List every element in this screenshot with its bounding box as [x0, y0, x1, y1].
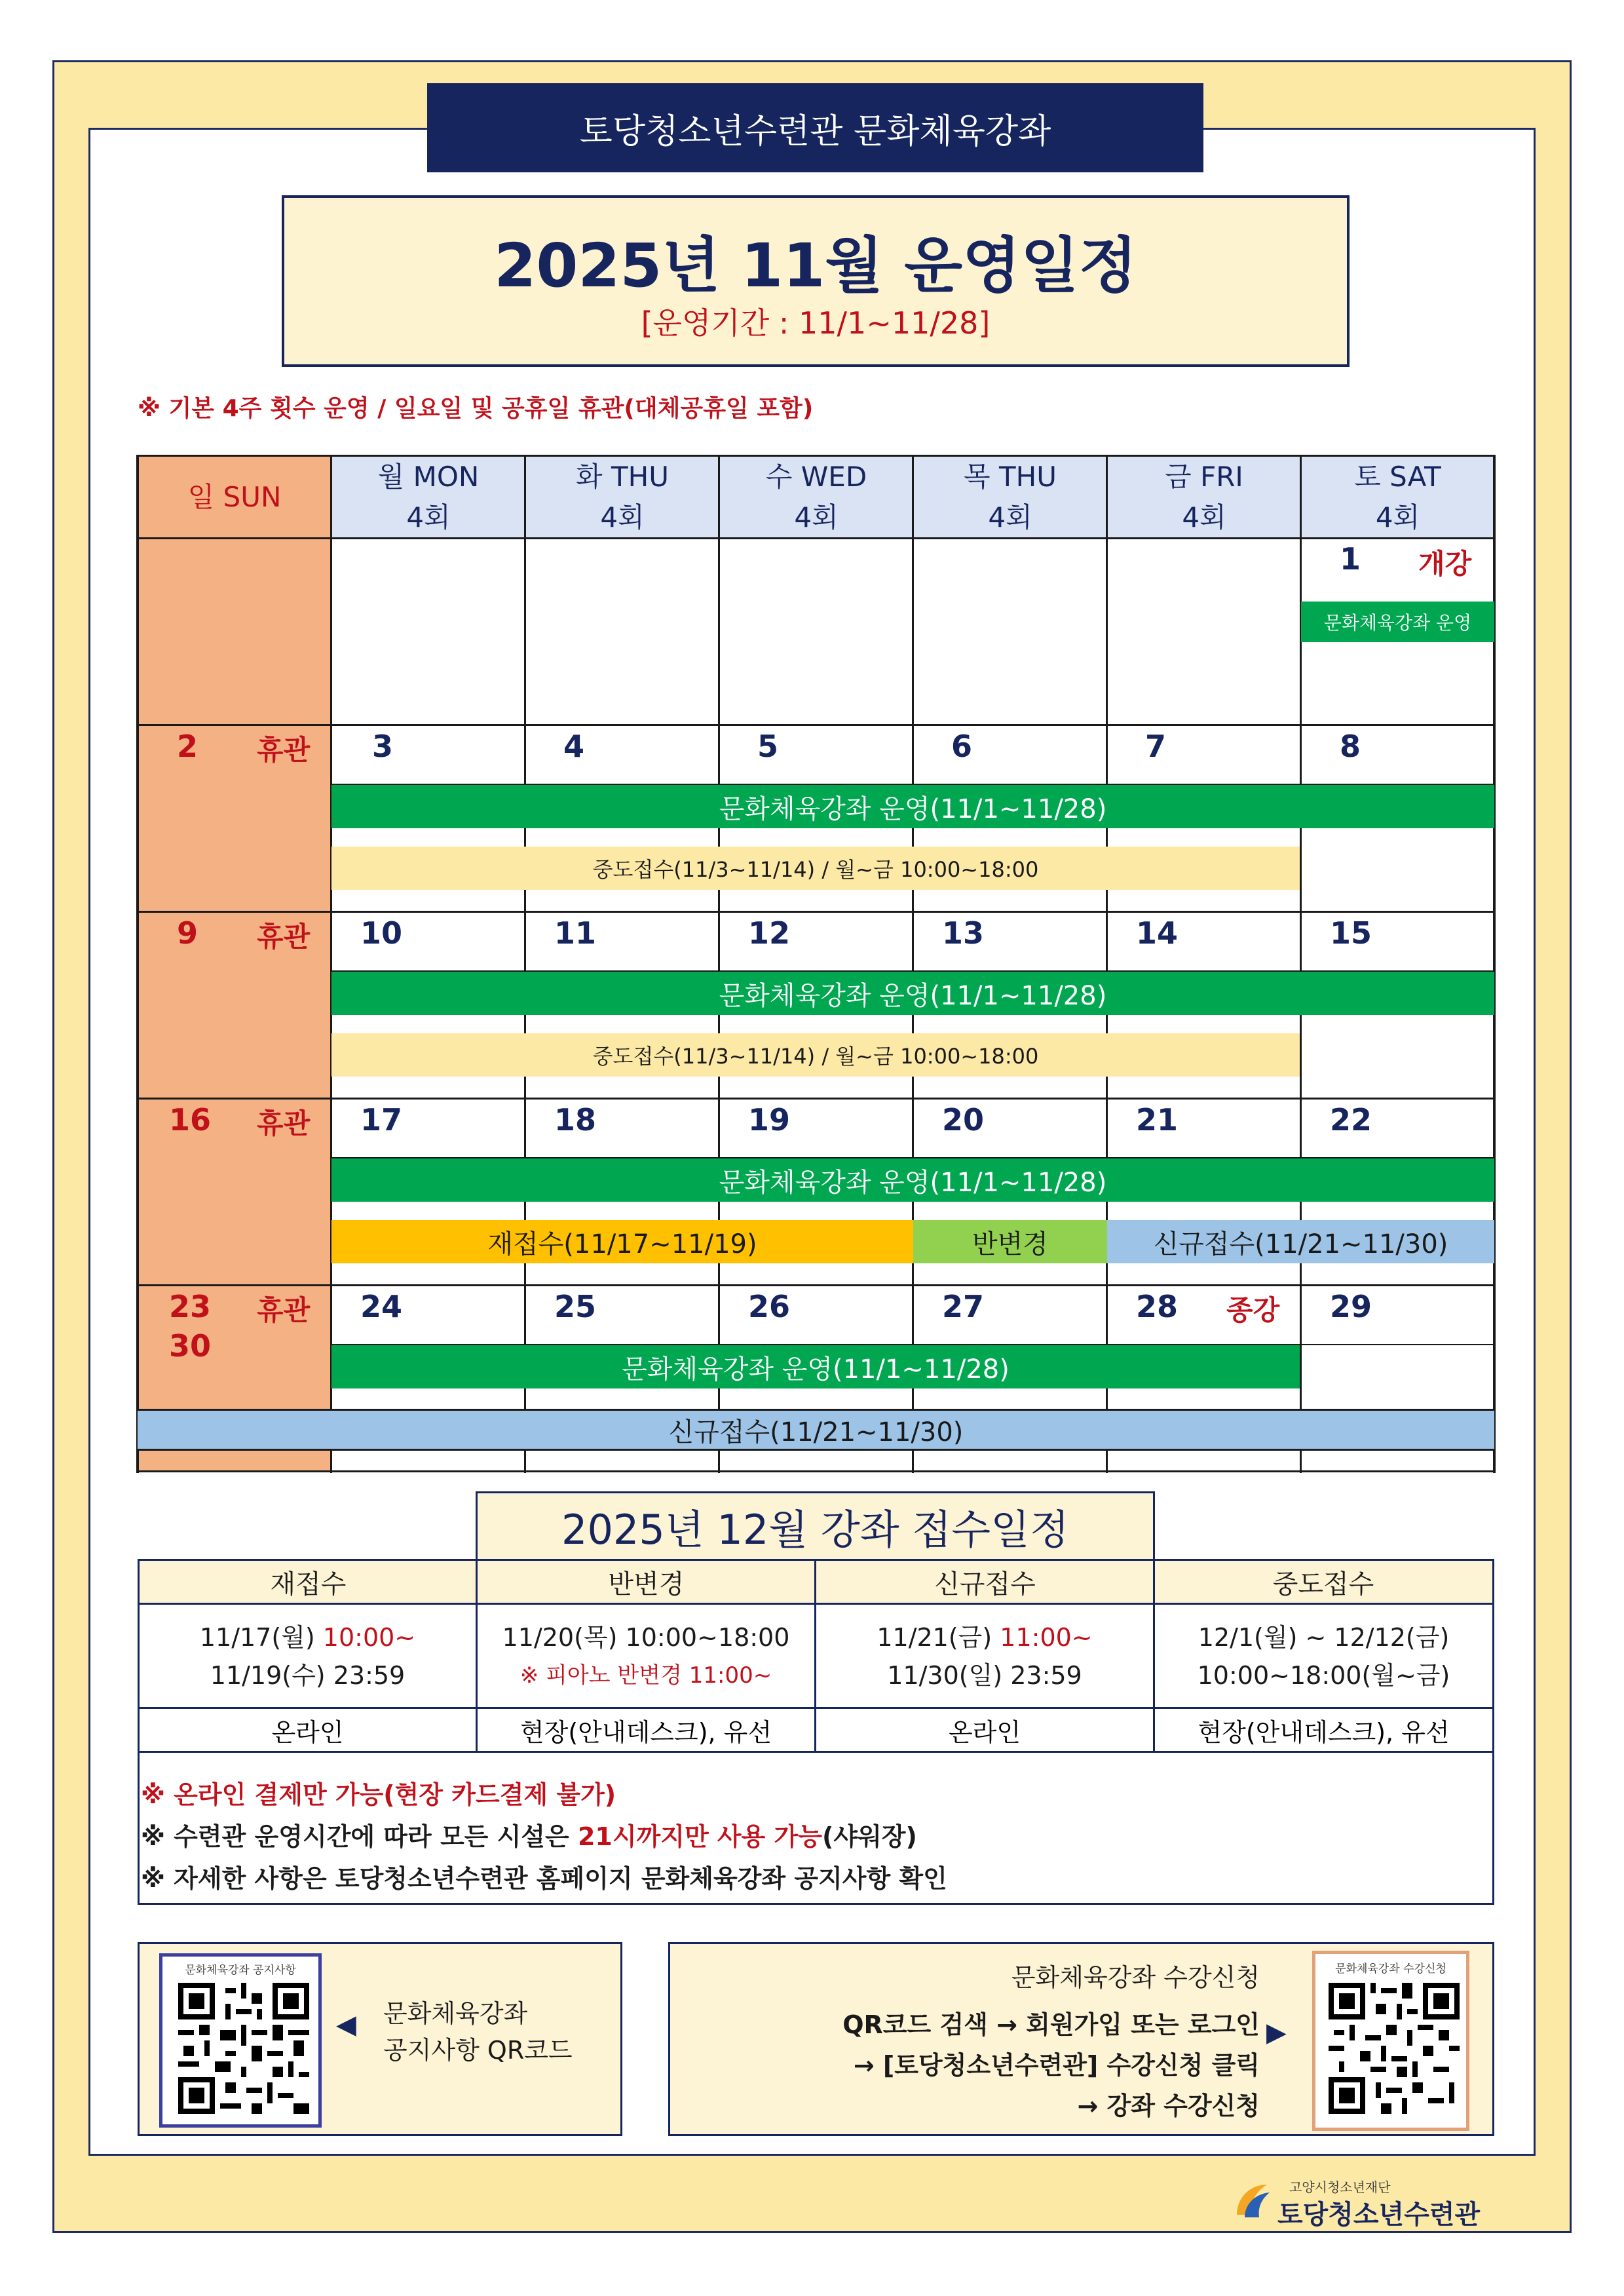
day-number: 1	[1340, 541, 1361, 577]
note-facility	[141, 1816, 917, 1852]
weekday-name: 수 WED	[765, 460, 867, 493]
december-title: 2025년 12월 강좌 접수일정	[476, 1491, 1155, 1559]
mid-registration-bar: 중도접수(11/3~11/14) / 월~금 10:00~18:00	[331, 847, 1300, 890]
day-number: 6	[951, 729, 973, 764]
register-heading: 문화체육강좌 수강신청	[1011, 1963, 1260, 1992]
time-line: 10:00~18:00(월~금)	[1197, 1661, 1450, 1690]
note-highlight: 21시까지만 사용 가능	[577, 1822, 822, 1851]
time-line: 11/19(수) 23:59	[210, 1661, 406, 1690]
day-number: 25	[554, 1289, 597, 1324]
note-text: ※ 수련관 운영시간에 따라 모든 시설은	[141, 1822, 578, 1851]
grid-line	[136, 1098, 1496, 1100]
time-cell	[816, 1618, 1153, 1694]
day-number: 19	[748, 1102, 791, 1138]
weekday-name: 화 THU	[576, 460, 669, 493]
weekday-count: 4회	[988, 501, 1032, 533]
day-number: 4	[563, 729, 585, 764]
weekday-count: 4회	[1375, 501, 1420, 533]
header-tue	[525, 456, 719, 538]
day-number: 11	[554, 915, 597, 951]
closed-label: 휴관	[257, 1294, 311, 1326]
grid-line	[1106, 455, 1108, 1473]
table-head: 반변경	[477, 1561, 816, 1603]
weekday-name: 목 THU	[964, 460, 1057, 493]
closed-label: 휴관	[257, 734, 311, 766]
run-bar: 문화체육강좌 운영(11/1~11/28)	[331, 1158, 1494, 1202]
header-sun	[138, 456, 331, 538]
header-fri	[1107, 456, 1301, 538]
table-line	[140, 1751, 1492, 1753]
weekday-count: 4회	[406, 501, 451, 533]
time-start: 10:00~	[322, 1623, 416, 1652]
day-number: 17	[360, 1102, 403, 1138]
weekday-count: 4회	[794, 501, 839, 533]
weekday-name: 금 FRI	[1165, 460, 1243, 493]
register-step: → [토당청소년수련관] 수강신청 클릭	[853, 2051, 1260, 2080]
day-number: 12	[748, 915, 791, 951]
header-sat	[1301, 456, 1494, 538]
closed-label: 휴관	[257, 921, 311, 953]
method-cell: 온라인	[271, 1717, 344, 1747]
grid-line	[330, 455, 332, 1473]
day-number: 8	[1340, 729, 1361, 764]
day-number: 3	[372, 729, 394, 764]
day-number: 20	[942, 1102, 985, 1138]
time-cell	[140, 1618, 476, 1694]
qr-label-line: 공지사항 QR코드	[383, 2036, 573, 2065]
weekday-name: 월 MON	[377, 460, 480, 493]
weekday-name: 토 SAT	[1354, 460, 1441, 493]
qr-notice-box	[138, 1942, 622, 2136]
qr-label-line: 문화체육강좌	[383, 1999, 528, 2028]
time-line: 12/1(월) ~ 12/12(금)	[1198, 1623, 1450, 1652]
time-line: 11/30(일) 23:59	[887, 1661, 1082, 1690]
grid-line	[136, 911, 1496, 913]
time-line: 11/20(목) 10:00~18:00	[502, 1623, 790, 1652]
re-registration-bar: 재접수(11/17~11/19)	[331, 1220, 913, 1263]
day-number: 13	[942, 915, 985, 951]
day-number: 14	[1136, 915, 1179, 951]
new-registration-bar: 신규접수(11/21~11/30)	[138, 1409, 1494, 1451]
qr-frame	[1312, 1951, 1469, 2131]
weekday-count: 4회	[1182, 501, 1226, 533]
logo	[1230, 2174, 1505, 2230]
arrow-right-icon: ▶	[1266, 2018, 1287, 2048]
table-head: 재접수	[140, 1561, 477, 1603]
run-bar: 문화체육강좌 운영(11/1~11/28)	[331, 972, 1494, 1015]
register-step: QR코드 검색 → 회원가입 또는 로그인	[842, 2010, 1260, 2039]
day-number: 9	[177, 915, 198, 951]
class-change-bar: 반변경	[913, 1220, 1107, 1263]
new-registration-bar: 신규접수(11/21~11/30)	[1107, 1220, 1494, 1263]
day-number: 30	[169, 1328, 212, 1364]
method-cell: 현장(안내데스크), 유선	[519, 1717, 772, 1747]
time-text: 11/17(월)	[199, 1623, 323, 1652]
qr-code-icon	[178, 1983, 309, 2114]
header-sun-label: 일 SUN	[187, 480, 282, 513]
page-title: 2025년 11월 운영일정	[494, 231, 1137, 301]
operating-period: [운영기간 : 11/1~11/28]	[641, 305, 991, 341]
time-line	[816, 1618, 1153, 1656]
time-cell	[1155, 1618, 1492, 1694]
open-label: 개강	[1418, 548, 1472, 580]
banner: 토당청소년수련관 문화체육강좌	[427, 83, 1203, 172]
run-bar: 문화체육강좌 운영(11/1~11/28)	[331, 1345, 1300, 1388]
qr-caption: 문화체육강좌 공지사항	[185, 1964, 296, 1977]
grid-line	[136, 455, 139, 1473]
day-number: 22	[1330, 1102, 1372, 1138]
end-label: 종강	[1226, 1294, 1280, 1326]
grid-line	[524, 455, 526, 1473]
day-number: 15	[1330, 915, 1372, 951]
qr-notice-label	[383, 1995, 573, 2069]
run-bar: 문화체육강좌 운영(11/1~11/28)	[331, 785, 1494, 828]
method-cell: 현장(안내데스크), 유선	[1198, 1717, 1450, 1747]
header-wed	[719, 456, 913, 538]
run-bar: 문화체육강좌 운영	[1301, 602, 1494, 642]
register-step: → 강좌 수강신청	[1077, 2092, 1260, 2120]
piano-note: ※ 피아노 반변경 11:00~	[519, 1662, 772, 1689]
grid-line	[136, 1470, 1496, 1472]
notice: ※ 기본 4주 횟수 운영 / 일요일 및 공휴일 휴관(대체공휴일 포함)	[138, 395, 814, 422]
header-mon	[331, 456, 525, 538]
header-thu	[913, 456, 1107, 538]
closed-label: 휴관	[257, 1107, 311, 1139]
time-cell	[478, 1618, 814, 1694]
logo-emblem-icon	[1230, 2178, 1274, 2221]
grid-line	[136, 1284, 1496, 1286]
grid-line	[912, 455, 914, 1473]
logo-org: 고양시청소년재단	[1289, 2179, 1391, 2195]
register-steps	[768, 2004, 1260, 2126]
day-number: 28	[1136, 1289, 1179, 1324]
table-head: 중도접수	[1154, 1561, 1492, 1603]
logo-name: 토당청소년수련관	[1277, 2200, 1481, 2230]
note-homepage: ※ 자세한 사항은 토당청소년수련관 홈페이지 문화체육강좌 공지사항 확인	[141, 1864, 947, 1893]
day-number: 18	[554, 1102, 597, 1138]
qr-caption: 문화체육강좌 수강신청	[1335, 1962, 1446, 1976]
qr-frame	[159, 1953, 322, 2128]
day-number: 26	[748, 1289, 791, 1324]
weekday-count: 4회	[600, 501, 645, 533]
time-line	[140, 1618, 476, 1656]
day-number: 29	[1330, 1289, 1372, 1324]
arrow-left-icon: ◀	[336, 2010, 356, 2040]
day-number: 7	[1145, 729, 1167, 764]
time-start: 11:00~	[1000, 1623, 1093, 1652]
grid-line	[136, 455, 1496, 457]
day-number: 5	[757, 729, 779, 764]
method-cell: 온라인	[948, 1717, 1021, 1747]
time-text: 11/21(금)	[877, 1623, 1000, 1652]
grid-line	[136, 724, 1496, 726]
note-payment: ※ 온라인 결제만 가능(현장 카드결제 불가)	[141, 1780, 616, 1809]
day-number: 24	[360, 1289, 403, 1324]
day-number: 10	[360, 915, 403, 951]
note-text: (샤워장)	[821, 1822, 917, 1851]
qr-register-box	[668, 1942, 1494, 2136]
grid-line	[136, 537, 1496, 539]
qr-code-icon	[1329, 1983, 1460, 2114]
day-number: 2	[177, 729, 198, 764]
grid-line	[718, 455, 720, 1473]
day-number: 16	[169, 1102, 212, 1138]
day-number: 23	[169, 1289, 212, 1324]
table-head: 신규접수	[816, 1561, 1154, 1603]
mid-registration-bar: 중도접수(11/3~11/14) / 월~금 10:00~18:00	[331, 1033, 1300, 1077]
day-number: 21	[1136, 1102, 1179, 1138]
day-number: 27	[942, 1289, 985, 1324]
